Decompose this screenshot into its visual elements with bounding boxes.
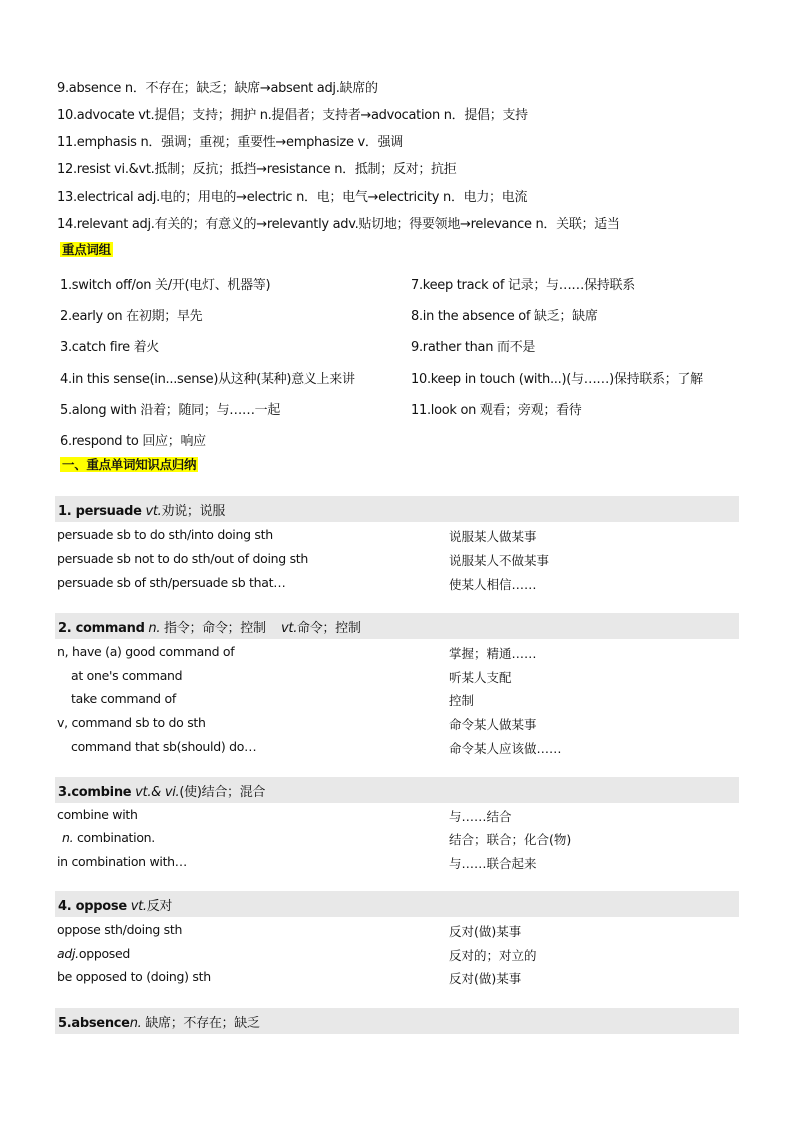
- phrase-item: 10.keep in touch (with...)(与……)保持联系；了解: [411, 372, 703, 387]
- entry-row-zh: 使某人相信……: [449, 577, 537, 592]
- section-heading: 一、重点单词知识点归纳: [62, 457, 197, 472]
- entry-row-en: command that sb(should) do…: [71, 739, 257, 754]
- entry-row-en: oppose sth/doing sth: [57, 922, 183, 937]
- entry-row-en: n, have (a) good command of: [57, 644, 235, 659]
- phrase-heading: 重点词组: [62, 242, 111, 257]
- entry-row-zh: 命令某人做某事: [449, 717, 537, 732]
- entry-header-absence: 5.absencen. 缺席；不存在；缺乏: [55, 1008, 739, 1034]
- entry-row-zh: 控制: [449, 693, 475, 708]
- phrase-item: 9.rather than 而不是: [411, 340, 536, 355]
- vocab-line: 11.emphasis n．强调；重视；重要性→emphasize v．强调: [57, 135, 403, 150]
- entry-row-zh: 说服某人不做某事: [449, 553, 550, 568]
- entry-row-en: at one's command: [71, 668, 183, 683]
- entry-header-combine: 3.combine vt.& vi.(使)结合；混合: [55, 777, 739, 803]
- phrase-item: 5.along with 沿着；随同；与……一起: [60, 403, 281, 418]
- entry-header-command: 2. command n. 指令；命令；控制 vt.命令；控制: [55, 613, 739, 639]
- phrase-item: 7.keep track of 记录；与……保持联系: [411, 278, 635, 293]
- vocab-line: 13.electrical adj.电的；用电的→electric n．电；电气→electricity n．电力；电流: [57, 190, 528, 205]
- vocab-line: 12.resist vi.&vt.抵制；反抗；抵挡→resistance n．抵制；反对；抗拒: [57, 162, 457, 177]
- entry-row-zh: 反对(做)某事: [449, 924, 522, 939]
- entry-row-en: n. combination.: [62, 830, 155, 845]
- entry-row-en: be opposed to (doing) sth: [57, 969, 211, 984]
- entry-header-persuade: 1. persuade vt.劝说；说服: [55, 496, 739, 522]
- entry-row-zh: 与……结合: [449, 809, 512, 824]
- phrase-item: 3.catch fire 着火: [60, 340, 160, 355]
- entry-row-en: v, command sb to do sth: [57, 715, 206, 730]
- entry-row-en: combine with: [57, 807, 138, 822]
- entry-row-zh: 反对的；对立的: [449, 948, 537, 963]
- phrase-item: 2.early on 在初期；早先: [60, 309, 203, 324]
- vocab-line: 14.relevant adj.有关的；有意义的→relevantly adv.贴切地；得要领地→relevance n．关联；适当: [57, 217, 620, 232]
- entry-row-en: in combination with…: [57, 854, 187, 869]
- entry-row-zh: 命令某人应该做……: [449, 741, 562, 756]
- phrase-item: 4.in this sense(in...sense)从这种(某种)意义上来讲: [60, 372, 355, 387]
- phrase-item: 6.respond to 回应；响应: [60, 434, 206, 449]
- entry-row-en: persuade sb not to do sth/out of doing sth: [57, 551, 309, 566]
- entry-row-en: persuade sb of sth/persuade sb that…: [57, 575, 286, 590]
- entry-row-zh: 结合；联合；化合(物): [449, 832, 572, 847]
- entry-row-zh: 反对(做)某事: [449, 971, 522, 986]
- phrase-item: 8.in the absence of 缺乏；缺席: [411, 309, 598, 324]
- entry-row-zh: 与……联合起来: [449, 856, 537, 871]
- entry-row-en: persuade sb to do sth/into doing sth: [57, 527, 273, 542]
- vocab-line: 10.advocate vt.提倡；支持；拥护 n.提倡者；支持者→advocation n．提倡；支持: [57, 108, 528, 123]
- phrase-item: 1.switch off/on 关/开(电灯、机器等): [60, 278, 271, 293]
- entry-row-zh: 听某人支配: [449, 670, 512, 685]
- phrase-item: 11.look on 观看；旁观；看待: [411, 403, 582, 418]
- entry-row-en: take command of: [71, 691, 176, 706]
- entry-row-zh: 说服某人做某事: [449, 529, 537, 544]
- entry-header-oppose: 4. oppose vt.反对: [55, 891, 739, 917]
- entry-row-en: adj.opposed: [57, 946, 131, 961]
- vocab-line: 9.absence n．不存在；缺乏；缺席→absent adj.缺席的: [57, 81, 378, 96]
- entry-row-zh: 掌握；精通……: [449, 646, 537, 661]
